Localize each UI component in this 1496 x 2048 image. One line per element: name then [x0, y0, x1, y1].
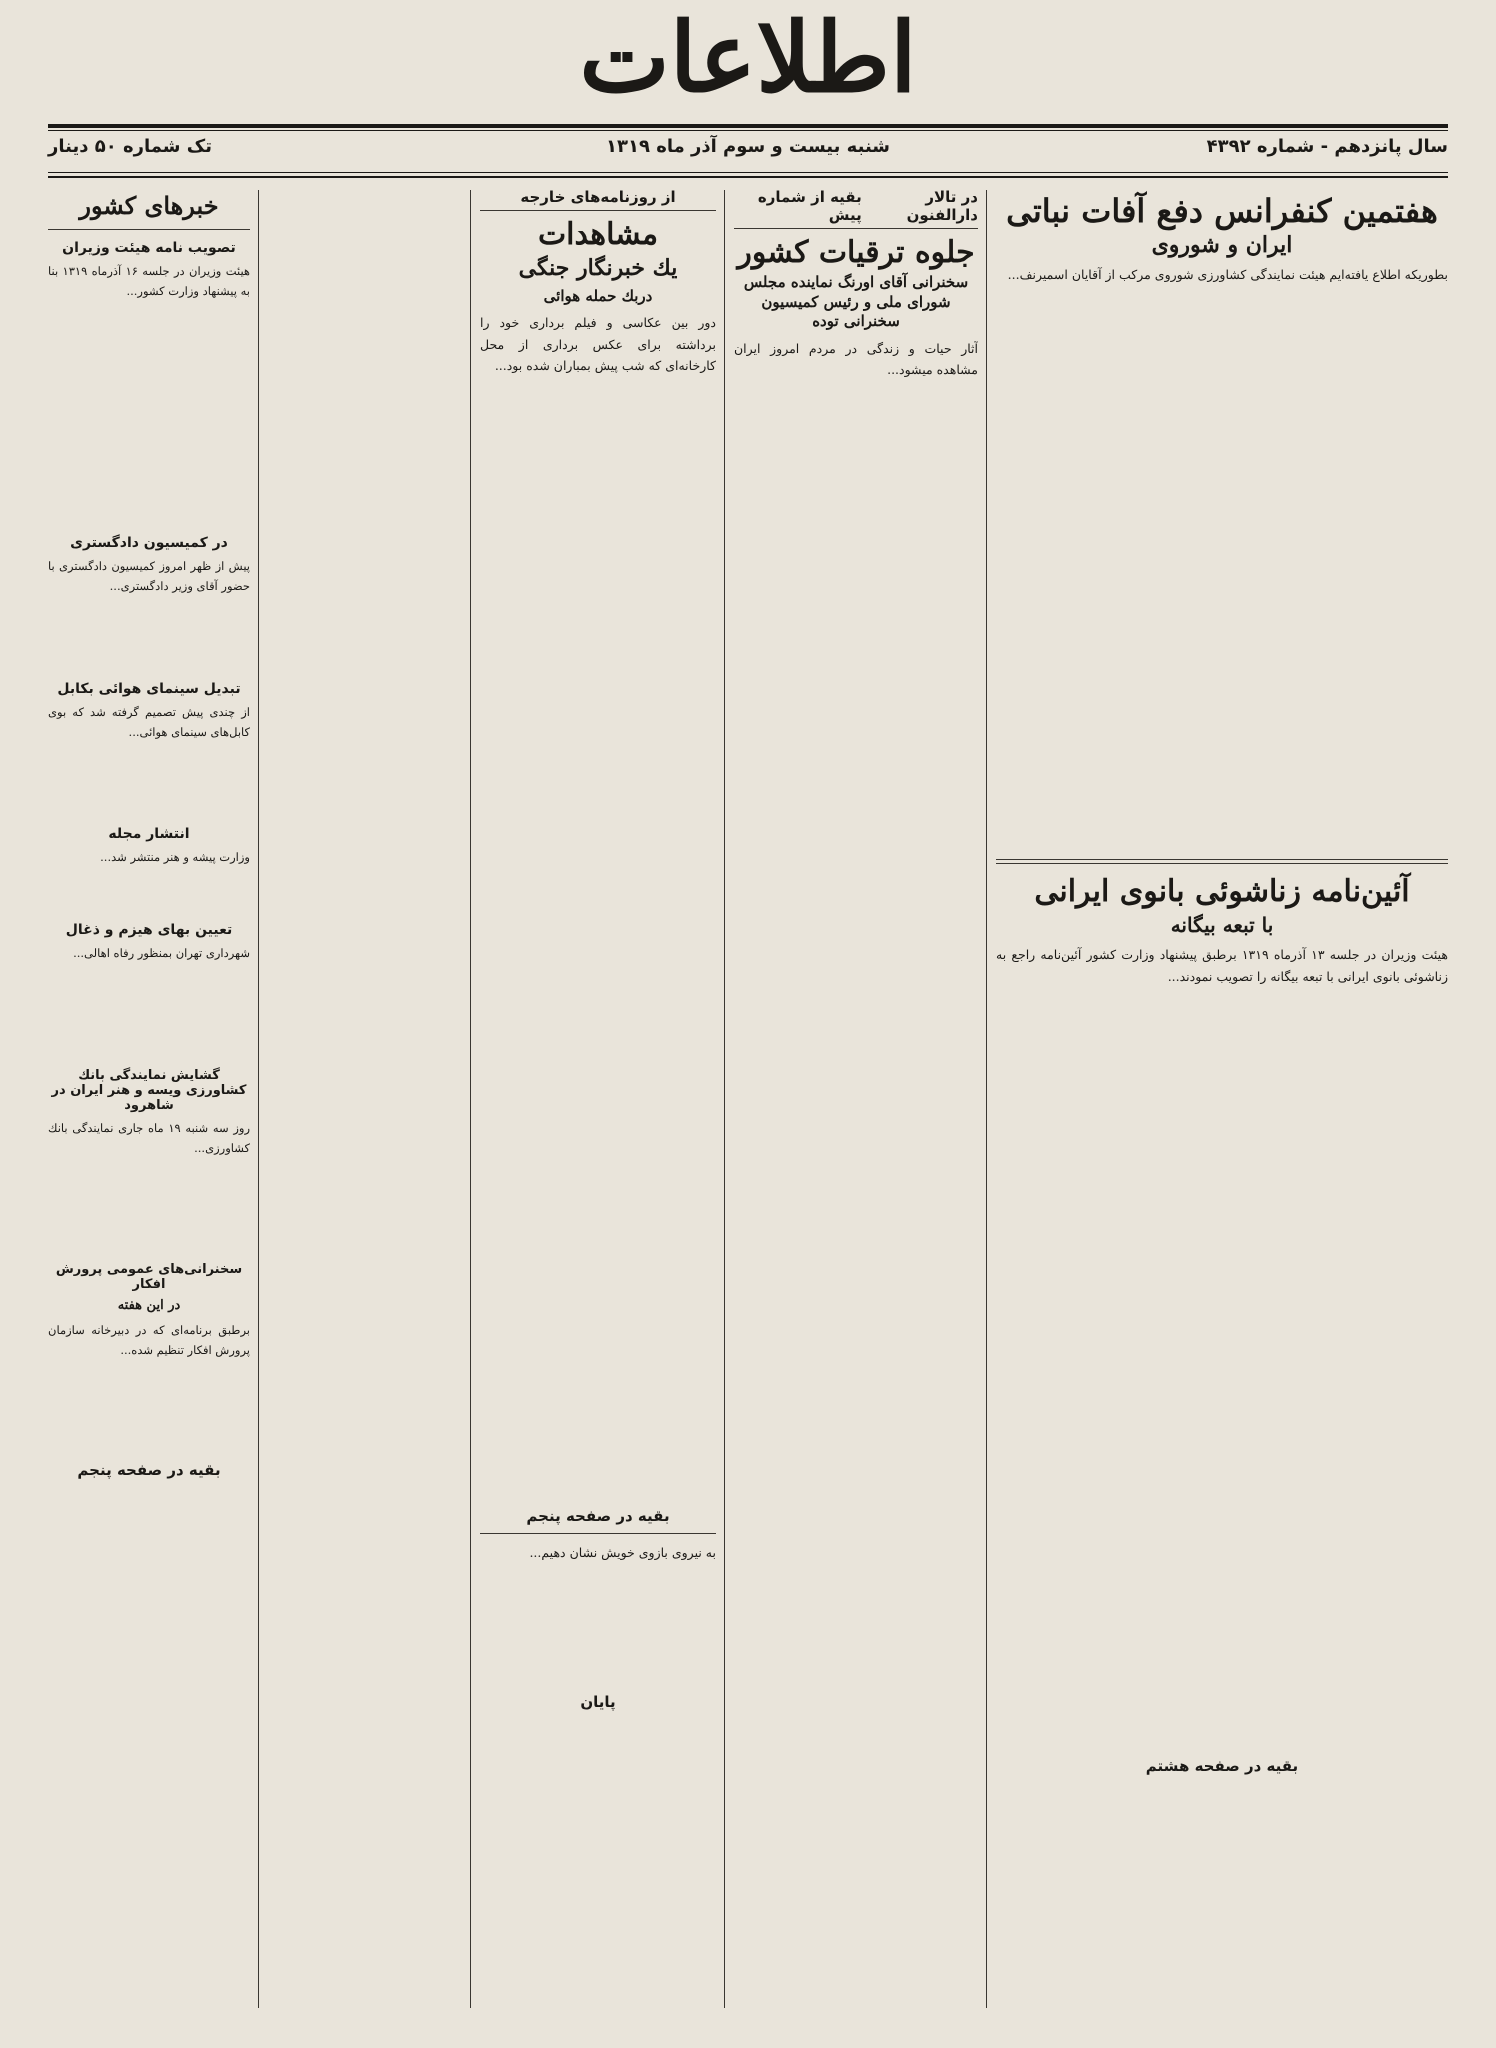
item-body-justice — [48, 601, 250, 671]
item-sub-lectures: در این هفته — [117, 1298, 181, 1314]
article-lead: بطوریکه اطلاع یافته‌ایم هیئت نمایندگی کشاورزی شوروی مرکب از آقایان اسمیرنف... — [1007, 266, 1448, 282]
headline-marriage-regulations: آئین‌نامه زناشوئی بانوی ایرانی — [1034, 874, 1410, 910]
column-war-correspondent — [480, 188, 716, 2008]
subheadline-speech: سخنرانی آقای اورنگ نماینده مجلس شورای ملی و رئیس کمیسیون سخنرانی توده — [743, 273, 969, 330]
subheadline-war-correspondent: یك خبرنگار جنگی — [518, 255, 678, 281]
continued-note: بقیه در صفحه هشتم — [1145, 1757, 1299, 1776]
column-separator — [724, 190, 725, 2008]
marriage-article-body — [996, 991, 1448, 1751]
item-body-cinema — [48, 746, 250, 816]
item-title-cinema: تبدیل سینمای هوائی بکابل — [57, 680, 241, 697]
dateline-rule — [48, 172, 1448, 173]
war-article-body — [480, 381, 716, 1501]
item-text-justice: پیش از ظهر امروز کمیسیون دادگستری با حضور آقای وزیر دادگستری... — [48, 559, 250, 594]
item-text-magazine: وزارت پیشه و هنر منتشر شد... — [100, 850, 250, 865]
item-body-magazine — [48, 872, 250, 912]
item-title-justice: در کمیسیون دادگستری — [70, 535, 228, 552]
column-separator — [470, 190, 471, 2008]
subheadline-foreign-national: با تبعه بیگانه — [1170, 913, 1274, 938]
subheadline-iran-ussr: ایران و شوروی — [1151, 232, 1293, 259]
continued-note: بقیه در صفحه پنجم — [77, 1460, 221, 1479]
item-text-firewood: شهرداری تهران بمنظور رفاه اهالی... — [73, 946, 250, 961]
headline-plant-conference: هفتمین کنفرانس دفع آفات نباتی — [1006, 192, 1438, 230]
end-note: پایان — [580, 1693, 616, 1711]
masthead-rule — [48, 124, 1448, 128]
column-national-news — [48, 188, 250, 2008]
item-body-cabinet — [48, 305, 250, 525]
item-body-lectures — [48, 1365, 250, 1455]
item-body-bank — [48, 1162, 250, 1252]
masthead-title: اطلاعات — [579, 1, 917, 114]
divider — [480, 1533, 716, 1534]
item-title-bank: گشایش نمایندگی بانك کشاورزی ویسه و هنر ایران در شاهرود — [51, 1067, 247, 1113]
masthead — [0, 0, 1496, 118]
column-separator — [258, 190, 259, 2008]
tag-hall: در تالار دارالفنون — [906, 188, 978, 224]
column-separator — [986, 190, 987, 2008]
tag-continued: بقیه از شماره پیش — [757, 188, 862, 224]
masthead-rule-thin — [48, 130, 1448, 131]
tag-foreign-press: از روزنامه‌های خارجه — [520, 188, 676, 206]
progress-article-body — [734, 385, 978, 1885]
continued-note: بقیه در صفحه پنجم — [526, 1506, 670, 1525]
headline-progress: جلوه ترقیات کشور — [737, 235, 975, 270]
item-title-lectures: سخنرانی‌های عمومی پرورش افکار — [55, 1262, 243, 1293]
war-article-lead: دور بین عکاسی و فیلم برداری خود را برداشته برای عکس برداری از محل کارخانه‌ای که شب پیش بمباران شده بود... — [480, 315, 716, 373]
war-article-tail: به نیروی بازوی خویش نشان دهیم... — [529, 1544, 716, 1560]
item-title-magazine: انتشار مجله — [108, 826, 190, 843]
column-tags — [734, 188, 978, 229]
headline-observations: مشاهدات — [537, 217, 659, 252]
headline-national-news: خبرهای کشور — [79, 191, 219, 220]
item-title-firewood: تعیین بهای هیزم و ذغال — [65, 922, 233, 939]
column-progress — [734, 188, 978, 2008]
section-divider — [996, 859, 1448, 864]
divider — [48, 229, 250, 230]
item-text-cabinet: هیئت وزیران در جلسه ۱۶ آذرماه ۱۳۱۹ بنا به پیشنهاد وزارت کشور... — [48, 263, 250, 298]
item-title-cabinet: تصویب نامه هیئت وزیران — [62, 239, 236, 256]
issue-date: شنبه بیست و سوم آذر ماه ۱۳۱۹ — [605, 136, 890, 157]
dateline-rule-thick — [48, 176, 1448, 178]
marriage-article-lead: هیئت وزیران در جلسه ۱۳ آذرماه ۱۳۱۹ برطبق پیشنهاد وزارت کشور آئین‌نامه راجع به زناشوئی بانوی ایرانی با تبعه بیگانه را تصویب نمودند... — [996, 947, 1448, 984]
kicker-air-raid: دربك حمله هوائی — [543, 286, 653, 305]
column-tag — [480, 188, 716, 211]
issue-number: سال پانزدهم - شماره ۴۳۹۲ — [1206, 136, 1448, 157]
dateline — [48, 136, 1448, 164]
item-text-cinema: از چندی پیش تصمیم گرفته شد که بوی کابل‌های سینمای هوائی... — [48, 704, 250, 739]
issue-price: تک شماره ۵۰ دینار — [48, 136, 212, 157]
item-text-bank: روز سه شنبه ۱۹ ماه جاری نمایندگی بانك کشاورزی... — [48, 1120, 250, 1155]
war-article-tail-body — [480, 1567, 716, 1687]
article-body-text — [996, 289, 1448, 849]
item-text-lectures: برطبق برنامه‌ای که در دبیرخانه سازمان پرورش افکار تنظیم شده... — [48, 1323, 250, 1358]
item-body-firewood — [48, 968, 250, 1058]
column-plant-conference — [996, 188, 1448, 2008]
progress-article-lead: آثار حیات و زندگی در مردم امروز ایران مشاهده میشود... — [734, 340, 978, 377]
